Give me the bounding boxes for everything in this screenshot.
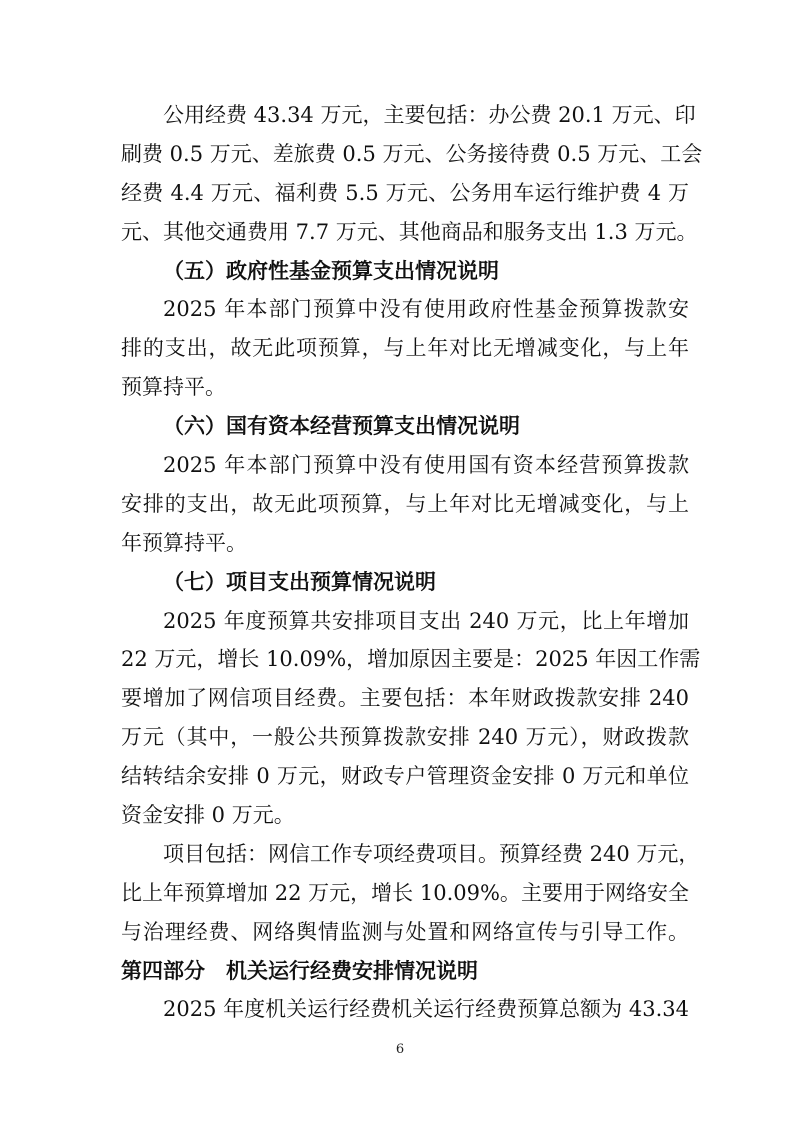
part-heading-4: 第四部分 机关运行经费安排情况说明 — [121, 958, 478, 983]
body-text-line: 结转结余安排 0 万元，财政专户管理资金安排 0 万元和单位 — [121, 764, 689, 789]
body-text-line: 万元（其中，一般公共预算拨款安排 240 万元），财政拨款 — [121, 725, 689, 750]
section-heading-6: （六）国有资本经营预算支出情况说明 — [163, 414, 520, 439]
body-text-line: 22 万元，增长 10.09%，增加原因主要是：2025 年因工作需 — [121, 647, 701, 672]
body-text-line: 经费 4.4 万元、福利费 5.5 万元、公务用车运行维护费 4 万 — [121, 180, 689, 205]
document-body — [121, 96, 703, 1029]
body-text-line: 要增加了网信项目经费。主要包括：本年财政拨款安排 240 — [121, 686, 689, 711]
page-number: 6 — [395, 1042, 405, 1057]
body-text-line: 2025 年度机关运行经费机关运行经费预算总额为 43.34 — [163, 997, 689, 1022]
body-text-line: 刷费 0.5 万元、差旅费 0.5 万元、公务接待费 0.5 万元、工会 — [121, 141, 703, 166]
body-text-line: 2025 年度预算共安排项目支出 240 万元，比上年增加 — [163, 608, 689, 633]
body-text-line: 公用经费 43.34 万元，主要包括：办公费 20.1 万元、印 — [163, 103, 696, 127]
body-text-line: 项目包括：网信工作专项经费项目。预算经费 240 万元， — [163, 841, 700, 866]
section-heading-5: （五）政府性基金预算支出情况说明 — [163, 258, 499, 283]
body-text-line: 与治理经费、网络舆情监测与处置和网络宣传与引导工作。 — [121, 919, 689, 944]
body-text-line: 预算持平。 — [121, 375, 226, 400]
section-heading-7: （七）项目支出预算情况说明 — [163, 569, 436, 594]
body-text-line: 年预算持平。 — [121, 530, 247, 555]
body-text-line: 2025 年本部门预算中没有使用国有资本经营预算拨款 — [163, 453, 689, 478]
body-text-line: 排的支出，故无此项预算，与上年对比无增减变化，与上年 — [121, 336, 689, 361]
body-text-line: 安排的支出，故无此项预算，与上年对比无增减变化，与上 — [121, 491, 689, 516]
body-text-line: 元、其他交通费用 7.7 万元、其他商品和服务支出 1.3 万元。 — [121, 219, 698, 244]
body-text-line: 比上年预算增加 22 万元，增长 10.09%。主要用于网络安全 — [121, 880, 689, 905]
body-text-line: 资金安排 0 万元。 — [121, 803, 295, 828]
body-text-line: 2025 年本部门预算中没有使用政府性基金预算拨款安 — [163, 297, 689, 322]
